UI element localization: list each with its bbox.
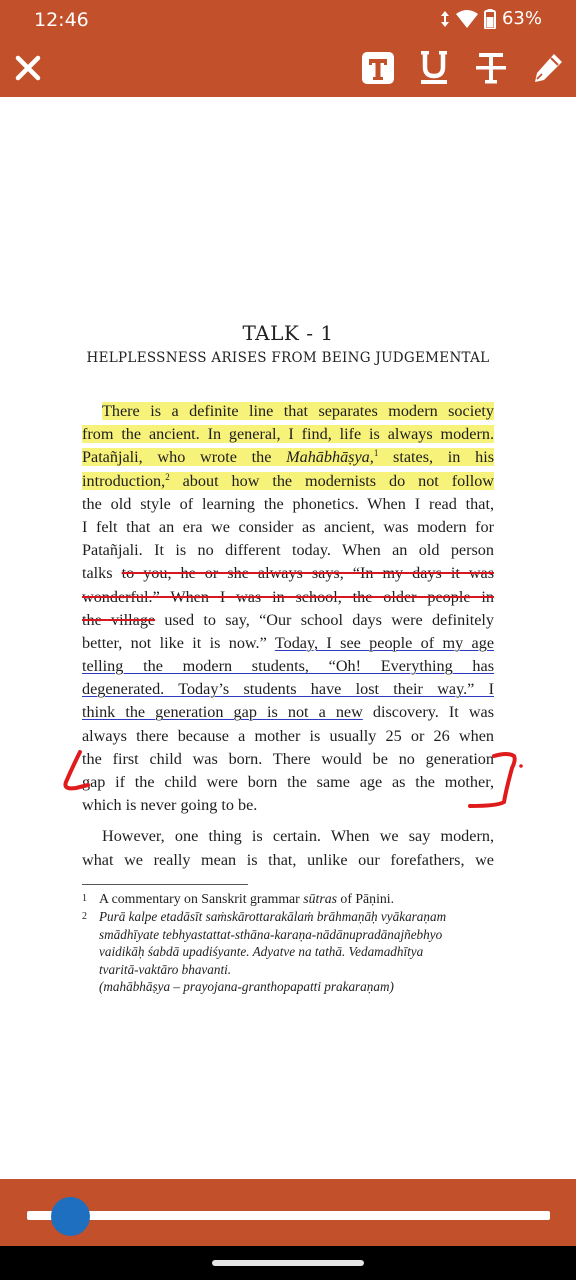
text-span: introduction, [82, 471, 166, 490]
text-line: Patañjali. It is no different today. When an old person [82, 541, 494, 560]
text-line: which is never going to be. [82, 796, 258, 815]
footnote-2 [82, 908, 494, 996]
underline-annotation: degenerated. Today’s students have lost their way.” I [82, 680, 494, 699]
footnote-divider [82, 884, 248, 885]
text-span: states, in his [378, 448, 494, 467]
system-nav-bar [0, 1246, 576, 1280]
text-line [82, 678, 494, 701]
page-slider-track[interactable] [27, 1211, 550, 1220]
text-line [82, 423, 494, 446]
text-span: used to say, “Our school days were definitely [155, 610, 494, 629]
text-line [82, 632, 494, 655]
text-line [82, 446, 494, 469]
highlight-annotation: There is a definite line that separates modern society [102, 402, 494, 420]
text-span: better, not like it is now.” [82, 633, 275, 652]
footnote-1 [82, 889, 494, 908]
strike-annotation: the village [82, 610, 156, 629]
footnote-line: Purā kalpe etadāsīt saṁskārottarakālaṁ brāhmaṇāḥ vyākaraṇam [99, 909, 447, 924]
text-box-icon [361, 51, 395, 85]
underline-tool-button[interactable] [414, 48, 454, 88]
text-span: Patañjali, who wrote the [82, 448, 287, 467]
text-span: about how the modernists do not follow [169, 471, 494, 490]
footnote-line: vaidikāḥ śabdā upadiśyante. Adyatve na tathā. Vedamadhītya [99, 944, 424, 960]
close-button[interactable] [8, 48, 48, 88]
text-span: of Pāṇini. [336, 891, 395, 906]
strikethrough-icon [475, 51, 507, 85]
close-icon [14, 54, 42, 82]
page-slider-thumb[interactable] [51, 1197, 90, 1236]
text-line: always there because a mother is usually 25 or 26 when [82, 726, 494, 745]
footnote-text [99, 908, 446, 996]
battery-icon [484, 9, 496, 29]
highlight-annotation: from the ancient. In general, I find, life is always modern. [82, 425, 494, 444]
top-toolbar [0, 0, 576, 97]
underline-icon [419, 51, 449, 85]
text-line [82, 701, 494, 724]
home-gesture-handle[interactable] [212, 1260, 364, 1266]
talk-subtitle: HELPLESSNESS ARISES FROM BEING JUDGEMENTAL [86, 350, 490, 366]
footnote-number: 1 [82, 893, 87, 904]
footnote-line: (mahābhāṣya – prayojana-granthopapatti prakaraṇam) [99, 979, 394, 995]
text-line: what we really mean is that, unlike our forefathers, we [82, 850, 494, 869]
text-line [82, 562, 494, 585]
text-span: A commentary on Sanskrit grammar [99, 891, 304, 906]
status-time: 12:46 [34, 9, 89, 31]
footnote-text [99, 889, 394, 908]
highlight-annotation [82, 472, 494, 490]
text-span: talks [82, 564, 122, 583]
text-span-italic: Mahābhāṣya, [286, 448, 374, 467]
status-icons [440, 8, 542, 29]
text-line: gap if the child were born the same age as the mother, [82, 773, 494, 791]
text-line: the first child was born. There would be no generation [82, 749, 494, 768]
data-arrows-icon [440, 11, 450, 27]
text-line: However, one thing is certain. When we say modern, [102, 827, 494, 846]
body-text [82, 400, 494, 872]
strike-annotation: to you, he or she always says, “In my days it was [121, 564, 494, 583]
text-span: discovery. It was [362, 703, 494, 722]
highlight-annotation [82, 448, 494, 466]
footnote-line: smādhīyate tebhyastattat-sthāna-karaṇa-nādānupradānajñebhyo [99, 926, 443, 942]
pen-tool-button[interactable] [528, 48, 568, 88]
paragraph-gap [82, 817, 494, 825]
text-span-italic: sūtras [303, 891, 337, 906]
text-line: the old style of learning the phonetics. When I read that, [82, 494, 494, 513]
underline-annotation: Today, I see people of my age [274, 633, 494, 652]
text-line: I felt that an era we consider as ancient, was modern for [82, 517, 494, 536]
strike-annotation: wonderful.” When I was in school, the older people in [82, 587, 494, 606]
footnote-ref-2[interactable]: 2 [165, 471, 170, 482]
text-tool-button[interactable] [358, 48, 398, 88]
text-line [82, 470, 494, 493]
strikethrough-tool-button[interactable] [471, 48, 511, 88]
underline-annotation: think the generation gap is not a new [82, 703, 363, 722]
text-line [82, 400, 494, 423]
footnote-line: tvaritā-vaktāro bhavanti. [99, 961, 232, 977]
footnotes [82, 889, 494, 996]
pen-icon [532, 52, 564, 84]
talk-title: TALK - 1 [242, 321, 334, 345]
text-line [82, 609, 494, 632]
battery-percent: 63% [501, 8, 542, 29]
document-page[interactable] [0, 97, 576, 1179]
page-slider-bar [0, 1179, 576, 1246]
footnote-number: 2 [82, 911, 87, 922]
underline-annotation: telling the modern students, “Oh! Everything has [82, 657, 494, 676]
footnote-ref-1[interactable]: 1 [373, 448, 379, 459]
text-line [82, 586, 494, 609]
text-line [82, 655, 494, 678]
wifi-icon [456, 10, 478, 28]
